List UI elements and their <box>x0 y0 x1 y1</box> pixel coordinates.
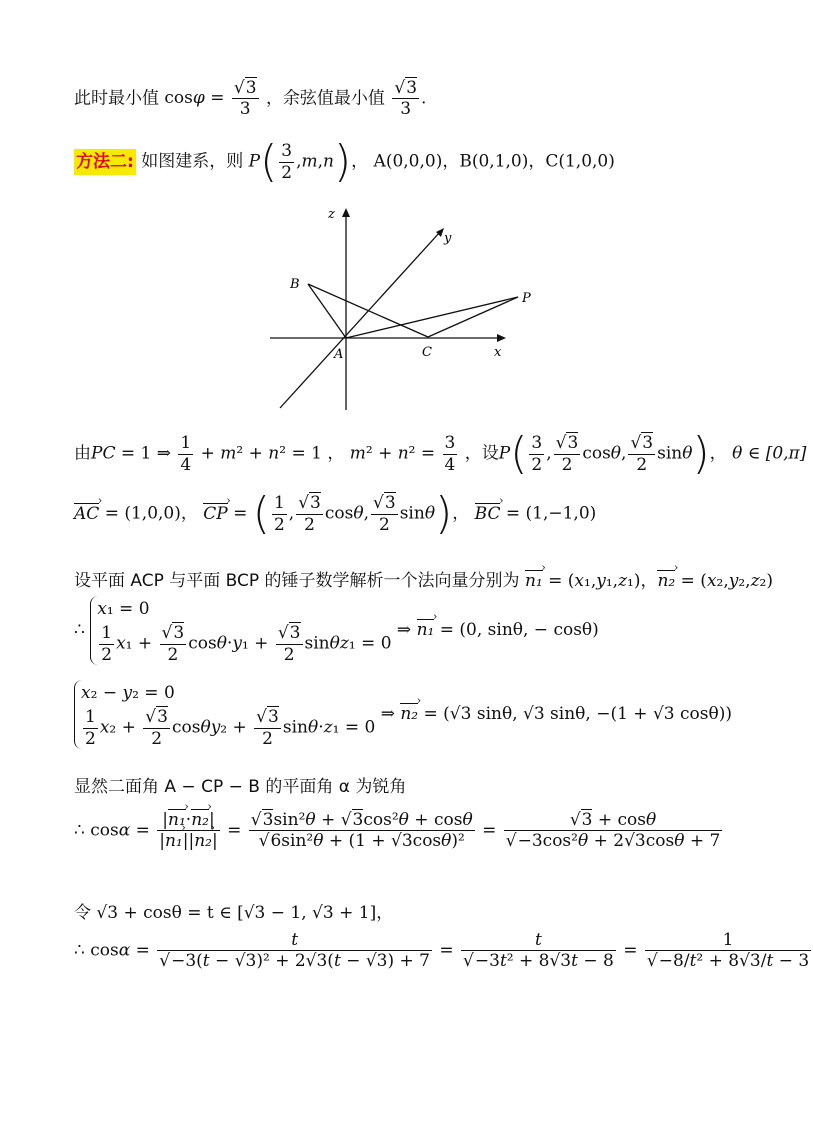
normals-text: 设平面 ACP 与平面 BCP 的锤子数学解析一个法向量分别为 <box>74 571 520 591</box>
line-cos-alpha-t: ∴ cosα = $\frac{t}{\text{√−3(t − √3)² + 2√3(t − √3) + 7}}$ = $\frac{t}{\text{√−3t² + 8√3t − 8}}$ = $\frac{1}{\text{√−8/t² + 8√3/t − 3}}$ <box>74 930 810 972</box>
n1-result: = (0, sinθ, − cosθ) <box>439 620 599 641</box>
system-n2: x₂ − y₂ = 0 $\frac{1}{2}$ x₂ + $\frac{√3}{2}$ cosθy₂ + $\frac{√3}{2}$ sinθ·z₁ = 0 ⇒ n₂ › = (√3 sinθ, √3 sinθ, −(1 + √3 cosθ)) <box>74 680 732 749</box>
theta-range: θ ∈ [0,π] <box>732 443 807 464</box>
let-t-expr: √3 + cosθ = t ∈ [√3 − 1, √3 + 1]， <box>96 903 394 923</box>
line-dihedral <box>74 772 406 797</box>
line-normals: 设平面 ACP 与平面 BCP 的锤子数学解析一个法向量分别为 n₁ › = (x₁,y₁,z₁)，n₂ › = (x₂,y₂,z₂) <box>74 566 773 591</box>
method-two-text: 如图建系，则 <box>141 151 244 172</box>
expr-cos-phi: cosφ = $\frac{√3}{3}$ <box>164 78 257 120</box>
label-C: C <box>422 345 432 360</box>
label-x: x <box>494 345 502 360</box>
line-min-value: 此时最小值 cosφ = $\frac{√3}{3}$ ，余弦值最小值 $\frac{√3}{3}$ . <box>74 78 427 120</box>
text-min-value: 此时最小值 <box>74 88 159 109</box>
label-B: B <box>290 277 300 292</box>
method-two-points: A(0,0,0)，B(0,1,0)，C(1,0,0) <box>373 151 615 172</box>
line-let-t: 令 √3 + cosθ = t ∈ [√3 − 1, √3 + 1]， <box>74 903 394 923</box>
line-cos-alpha: ∴ cosα = $\frac{\text{|n₁ ›·n₂ ›|}}{\text{|n₁ ›||n₂ ›|}}$ = $\frac{\text{√3sin²θ + √3cos²θ + cosθ}}{\text{√6sin²θ + (1 + √3cosθ)²}}$ = $\frac{√3 + \cos\theta}{\text{√−3cos²θ + 2√3cosθ + 7}}$ <box>74 810 724 852</box>
line-pc-equation: 由PC = 1 ⇒ $\frac{1}{4}$ + m² + n² = 1 ， m² + n² = $\frac{3}{4}$ ，设P( $\frac{3}{2}$ , $\frac{√3}{2}$ cosθ, $\frac{√3}{2}$ sinθ)， θ ∈ [0,π] <box>74 428 807 479</box>
label-A: A <box>334 347 344 362</box>
n2-result: = (√3 sinθ, √3 sinθ, −(1 + √3 cosθ)) <box>423 704 732 725</box>
label-y: y <box>444 231 452 246</box>
system-n1: ∴ x₁ = 0 $\frac{1}{2}$ x₁ + $\frac{√3}{2}$ cosθ·y₁ + $\frac{√3}{2}$ sinθz₁ = 0 ⇒ n₁ › = (0, sinθ, − cosθ) <box>74 596 599 665</box>
line-vectors: AC › = (1,0,0)， CP › = ( $\frac{1}{2}$ , $\frac{√3}{2}$ cosθ, $\frac{√3}{2}$ sinθ)， BC › = (1,−1,0) <box>74 492 596 536</box>
text-cos-min: ，余弦值最小值 <box>265 88 385 109</box>
label-P: P <box>522 291 531 306</box>
label-z: z <box>328 207 335 222</box>
coordinate-figure <box>260 200 540 420</box>
dihedral-text: 显然二面角 A − CP − B 的平面角 α 为锐角 <box>74 777 407 797</box>
line-method-two: 方法二: 如图建系，则 P( $\frac{3}{2}$ ,m,n)， A(0,0,0)，B(0,1,0)，C(1,0,0) <box>76 136 615 187</box>
method-two-label: 方法二: <box>74 149 136 175</box>
